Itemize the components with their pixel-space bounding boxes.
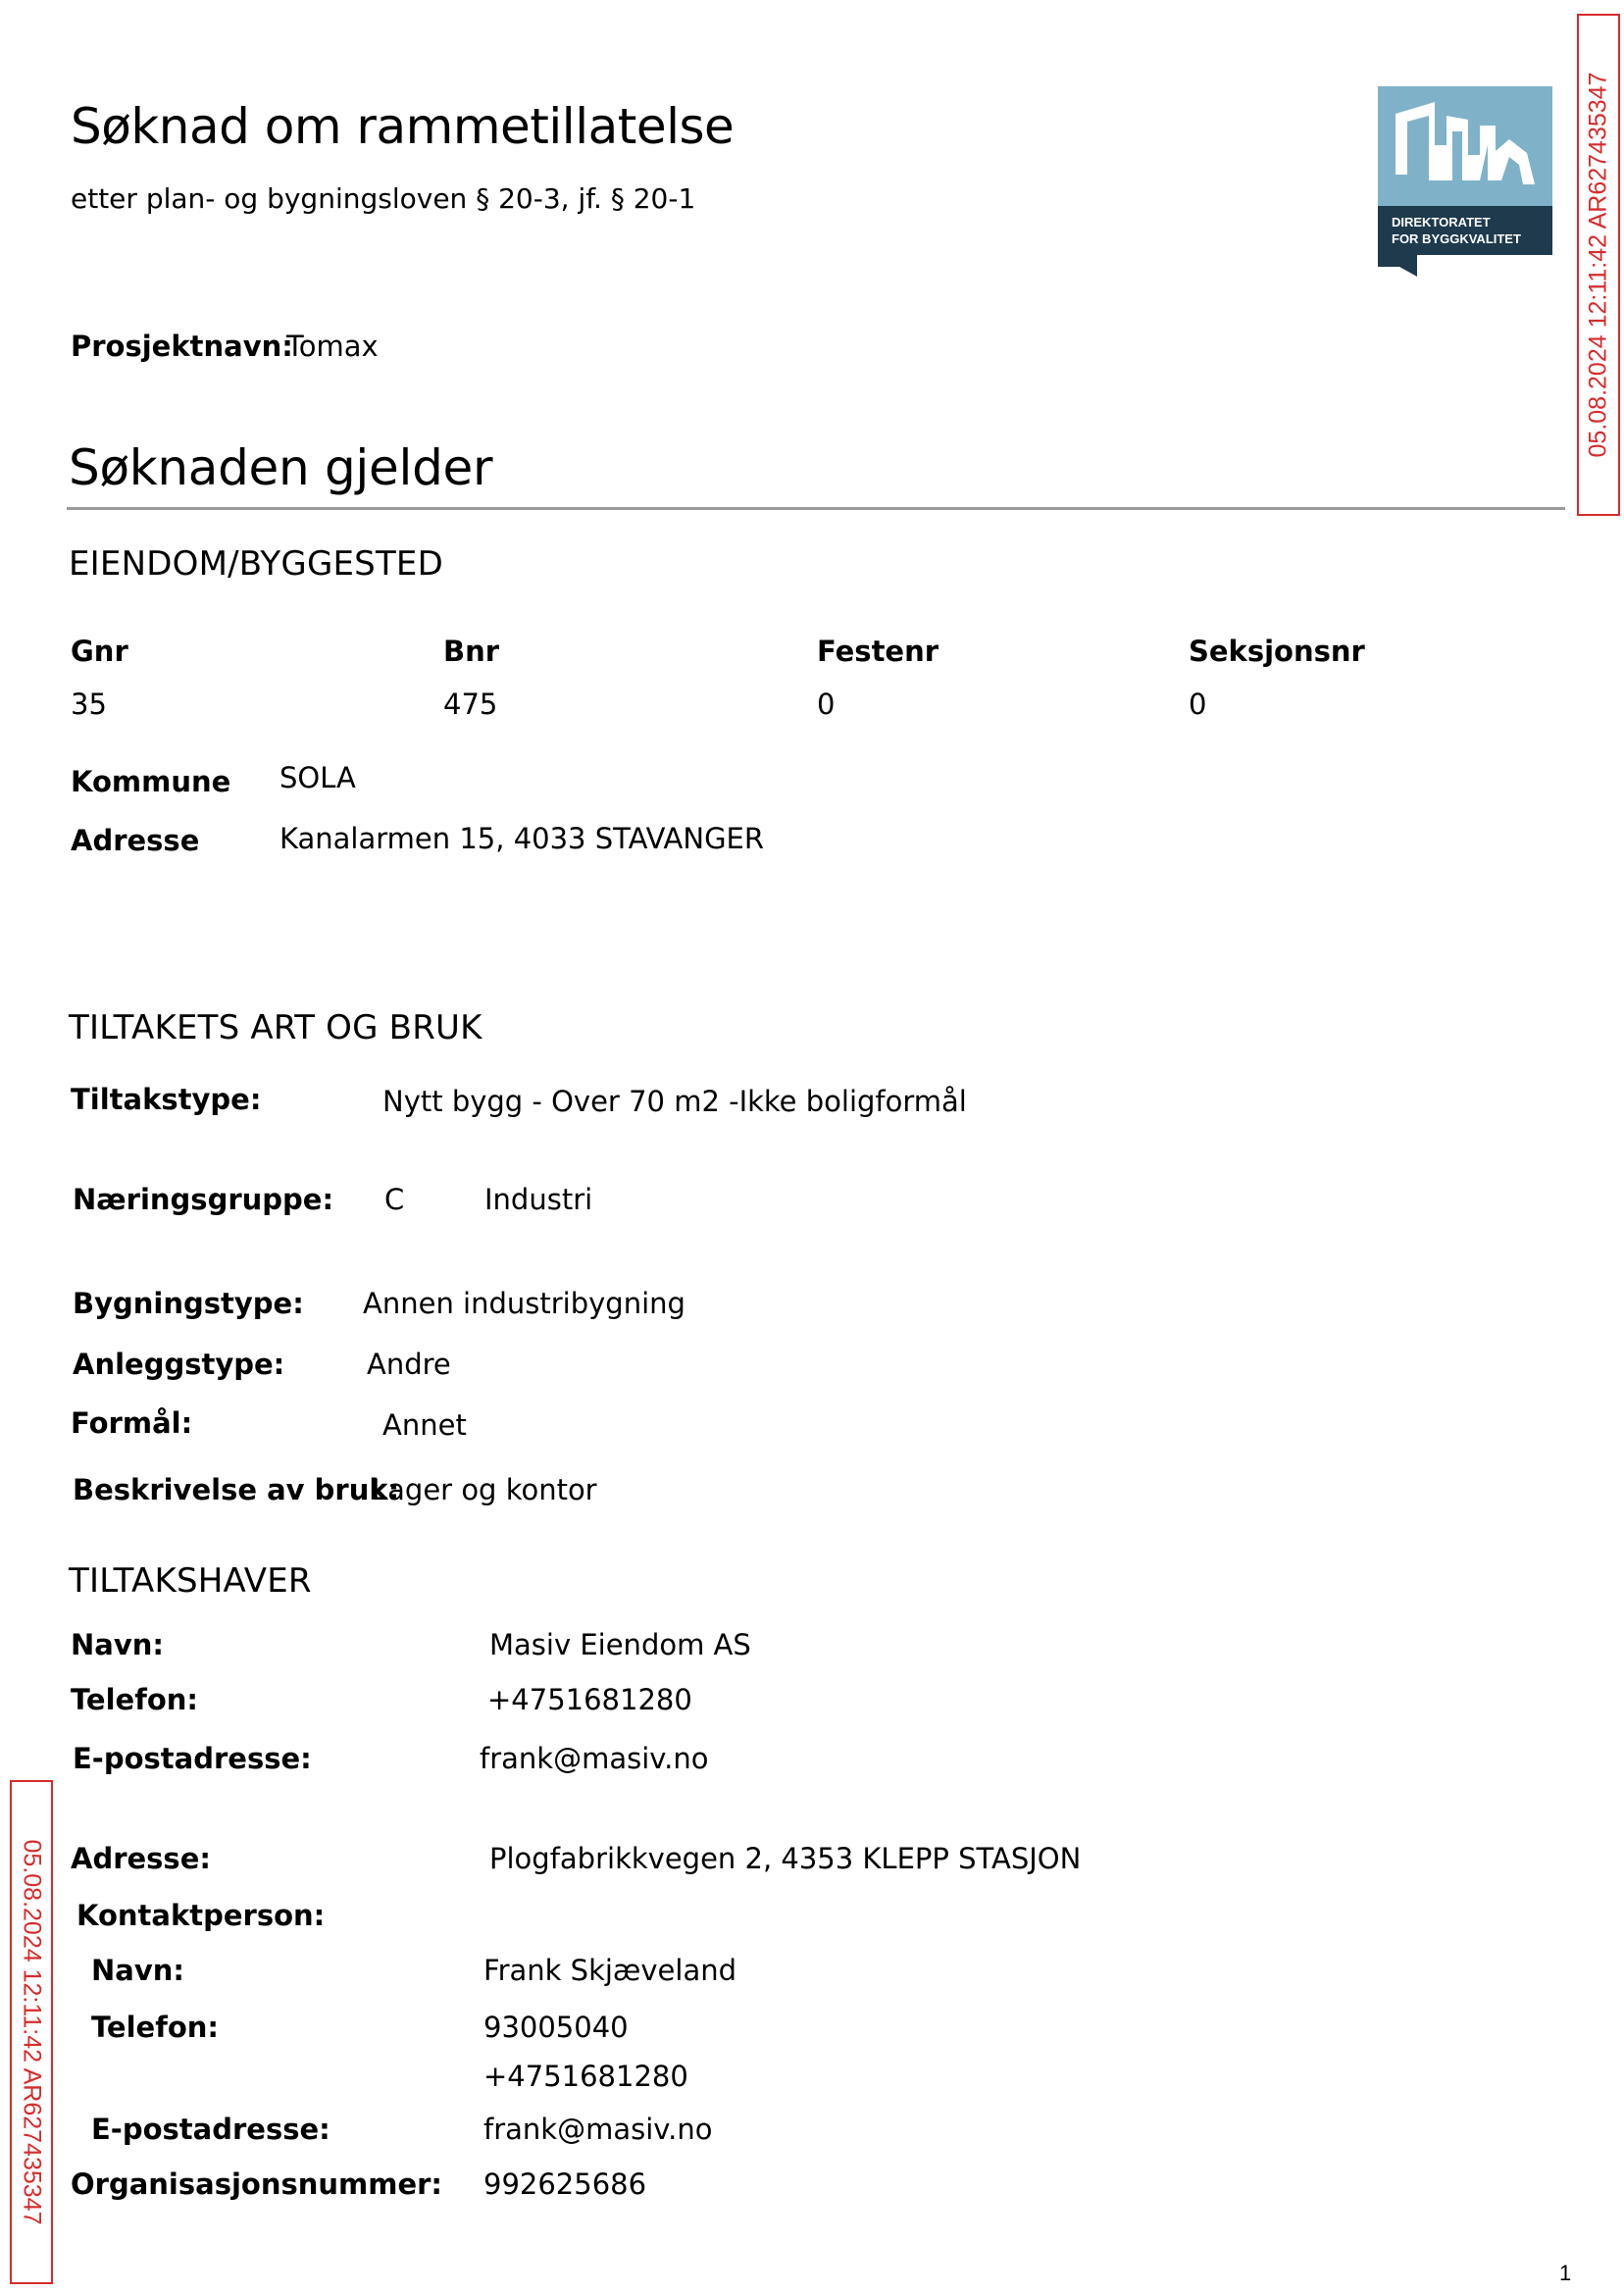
tiltakshaver-telefon-value: +4751681280 [487, 1683, 692, 1716]
tiltakshaver-telefon-label: Telefon: [71, 1683, 198, 1716]
kommune-value: SOLA [279, 761, 356, 794]
document-subtitle: etter plan- og bygningsloven § 20-3, jf. § 20-1 [71, 182, 696, 215]
property-heading: EIENDOM/BYGGESTED [69, 544, 443, 584]
kontakt-navn-label: Navn: [91, 1954, 184, 1987]
tiltakshaver-heading: TILTAKSHAVER [69, 1561, 312, 1601]
seksjonsnr-label: Seksjonsnr [1189, 635, 1365, 668]
dibk-building-logo-icon [1378, 86, 1552, 277]
kontakt-epost-value: frank@masiv.no [483, 2113, 713, 2146]
tiltakshaver-adresse-value: Plogfabrikkvegen 2, 4353 KLEPP STASJON [489, 1842, 1082, 1875]
timestamp-stamp-top [1577, 14, 1620, 516]
gnr-label: Gnr [71, 635, 128, 668]
bnr-label: Bnr [443, 635, 500, 668]
bygningstype-value: Annen industribygning [363, 1287, 685, 1320]
tiltakshaver-navn-label: Navn: [71, 1628, 164, 1661]
naeringsgruppe-value: Industri [484, 1183, 593, 1216]
tiltak-heading: TILTAKETS ART OG BRUK [69, 1008, 482, 1047]
tiltakstype-label: Tiltakstype: [71, 1083, 262, 1116]
anleggstype-value: Andre [367, 1348, 451, 1381]
bygningstype-label: Bygningstype: [73, 1287, 304, 1320]
document-title: Søknad om rammetillatelse [71, 98, 735, 155]
seksjonsnr-value: 0 [1189, 688, 1207, 721]
festenr-label: Festenr [817, 635, 939, 668]
logo-line1: DIREKTORATET [1392, 215, 1491, 229]
kontaktperson-label: Kontaktperson: [76, 1899, 326, 1932]
page-number: 1 [1559, 2261, 1572, 2285]
tiltakshaver-navn-value: Masiv Eiendom AS [489, 1628, 751, 1661]
festenr-value: 0 [817, 688, 836, 721]
beskrivelse-label: Beskrivelse av bruk: [73, 1473, 400, 1506]
naeringsgruppe-code: C [384, 1183, 405, 1216]
tiltakstype-value: Nytt bygg - Over 70 m2 -Ikke boligformål [382, 1085, 967, 1118]
stamp-text-top: 05.08.2024 12:11:42 AR627435347 [1584, 72, 1612, 458]
timestamp-stamp-left [10, 1780, 53, 2284]
project-name-value: Tomax [286, 330, 379, 363]
tiltakshaver-epost-value: frank@masiv.no [480, 1742, 709, 1775]
beskrivelse-value: Lager og kontor [372, 1473, 597, 1506]
kontakt-epost-label: E-postadresse: [91, 2113, 330, 2146]
formal-value: Annet [382, 1408, 467, 1442]
logo-line2: FOR BYGGKVALITET [1392, 231, 1521, 246]
adresse-label: Adresse [71, 824, 200, 857]
kontakt-telefon-label: Telefon: [91, 2011, 219, 2044]
bnr-value: 475 [443, 688, 498, 721]
section-divider [67, 507, 1565, 510]
kontakt-telefon-value-2: +4751681280 [483, 2060, 688, 2093]
kommune-label: Kommune [71, 765, 231, 798]
section-title: Søknaden gjelder [69, 439, 493, 496]
anleggstype-label: Anleggstype: [73, 1348, 285, 1381]
orgnr-label: Organisasjonsnummer: [71, 2167, 443, 2201]
tiltakshaver-epost-label: E-postadresse: [73, 1742, 312, 1775]
stamp-text-left: 05.08.2024 12:11:42 AR627435347 [18, 1839, 46, 2225]
adresse-value: Kanalarmen 15, 4033 STAVANGER [279, 822, 765, 855]
gnr-value: 35 [71, 688, 107, 721]
naeringsgruppe-label: Næringsgruppe: [73, 1183, 334, 1216]
orgnr-value: 992625686 [483, 2167, 647, 2201]
kontakt-navn-value: Frank Skjæveland [483, 1954, 737, 1987]
kontakt-telefon-value: 93005040 [483, 2011, 629, 2044]
tiltakshaver-adresse-label: Adresse: [71, 1842, 211, 1875]
logo-flag [1378, 255, 1417, 277]
project-name-label: Prosjektnavn: [71, 330, 293, 363]
logo-band [1378, 206, 1552, 255]
formal-label: Formål: [71, 1406, 193, 1440]
